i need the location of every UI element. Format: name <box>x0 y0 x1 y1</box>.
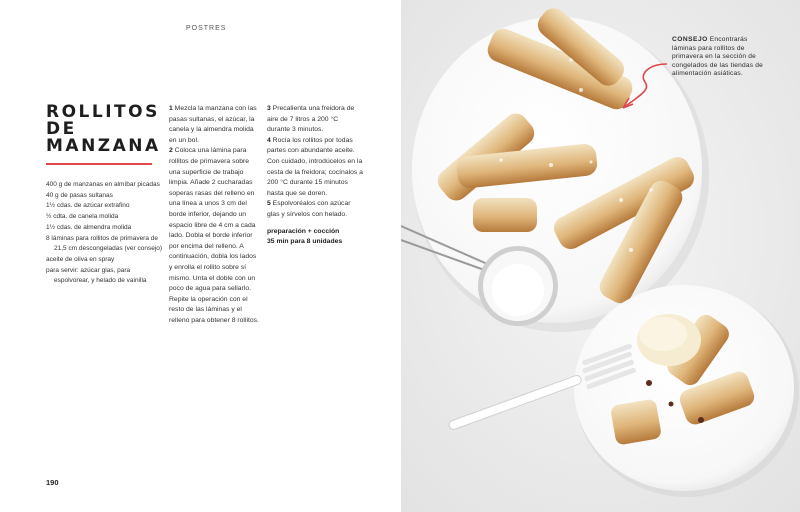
step-text: Rocía los rollitos por todas partes con abundante aceite. Con cuidado, introdúcelos en la cesta de la freidora; cocínalos a 200 °C durante 15 minutos hasta que se doren. <box>267 136 363 197</box>
apple-roll <box>473 198 537 232</box>
ingredient-item: 1½ cdas. de azúcar extrafino <box>46 202 130 210</box>
tip-text: Encontrarás láminas para rollitos de primavera en la sección de congelados de las tiendas de alimentación asiáticas. <box>672 36 764 78</box>
step-text: Espolvoréalos con azúcar glas y sírvelos con helado. <box>267 200 351 218</box>
ingredient-item: 1½ cdas. de almendra molida <box>46 223 132 231</box>
method-column-2 <box>267 104 363 248</box>
step-number: 5 <box>267 200 271 208</box>
method-step <box>169 146 259 326</box>
method-step <box>267 199 363 220</box>
timing-value: 35 min para 8 unidades <box>267 238 343 246</box>
step-number: 2 <box>169 147 173 155</box>
raisin <box>646 380 652 386</box>
step-text: Precalienta una freidora de aire de 7 litros a 200 °C durante 3 minutos. <box>267 105 355 134</box>
apple-roll-piece <box>610 398 662 445</box>
ingredients-list <box>46 180 164 287</box>
timing-info <box>267 227 363 248</box>
title-line: DE <box>46 119 77 139</box>
page-number: 190 <box>46 478 59 487</box>
icing-sugar-pile <box>492 264 544 316</box>
small-plate <box>574 285 794 491</box>
ingredient-item: 8 láminas para rollitos de primavera de 21,5 cm descongeladas (ver consejo) <box>46 234 163 253</box>
ingredient-item: aceite de oliva en spray <box>46 255 115 263</box>
step-number: 3 <box>267 105 271 112</box>
step-text: Mezcla la manzana con las pasas sultanas, el azúcar, la canela y la almendra molida en un bol. <box>169 105 257 144</box>
timing-label: preparación + cocción <box>267 227 340 235</box>
section-label: POSTRES <box>186 25 227 32</box>
step-number: 4 <box>267 136 271 144</box>
right-page-photo <box>401 0 800 512</box>
ingredient-item: ½ cdta. de canela molida <box>46 213 119 221</box>
method-step <box>267 136 363 200</box>
step-number: 1 <box>169 105 173 112</box>
method-step <box>267 104 363 136</box>
ingredient-item: 400 g de manzanas en almíbar picadas <box>46 181 160 188</box>
title-line: ROLLITOS <box>46 102 160 122</box>
method-step <box>169 104 259 146</box>
raisin <box>698 417 704 423</box>
tip-label: CONSEJO <box>672 36 708 43</box>
title-underline <box>46 163 152 165</box>
ingredient-item: 40 g de pasas sultanas <box>46 191 113 199</box>
step-text: Coloca una lámina para rollitos de primavera sobre una superficie de trabajo limpia. Añade 2 cucharadas soperas rasas del relleno en una línea a unos 3 cm del borde inferior, dejando un espacio libre de 4 cm a cada lado. Dobla el borde inferior por encima del relleno. A continuación, dobla los lados y enrolla el rollito sobre sí mismo. Unta el doble con un poco de agua para sellarlo. Repite la operación con el resto de las láminas y el relleno para obtener 8 rollitos. <box>169 147 259 324</box>
raisin <box>669 402 674 407</box>
tip-box <box>672 36 768 79</box>
recipe-title <box>46 104 161 155</box>
title-line: MANZANA <box>46 136 161 156</box>
method-column-1 <box>169 104 259 326</box>
ingredient-item: para servir: azúcar glas, para espolvorear, y helado de vainilla <box>46 266 147 285</box>
